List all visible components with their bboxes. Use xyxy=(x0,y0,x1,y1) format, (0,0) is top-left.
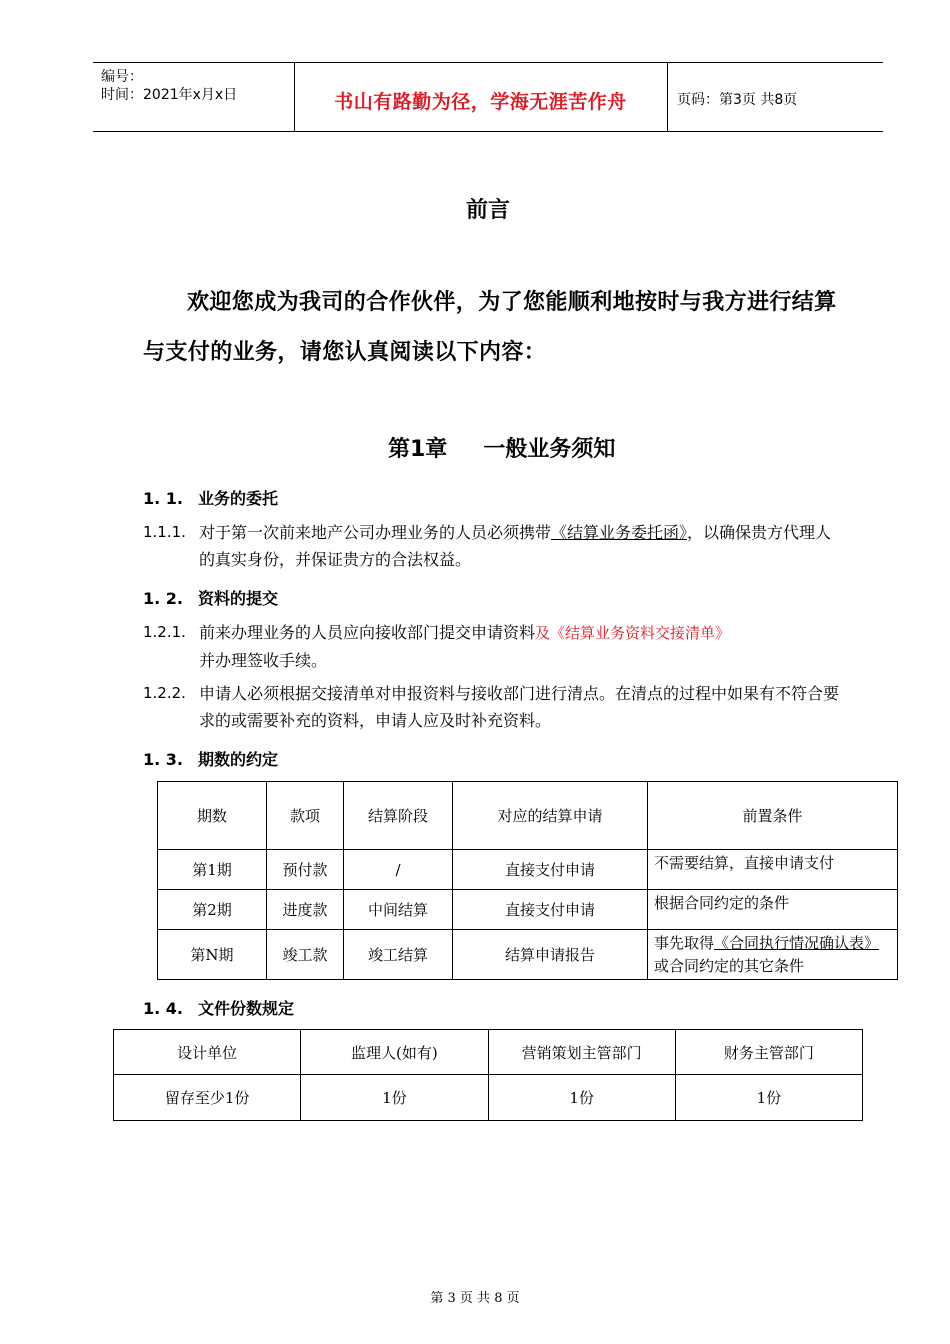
header-meta-cell xyxy=(93,63,295,131)
clause xyxy=(143,619,843,674)
section-title: 业务的委托 xyxy=(198,489,279,508)
table-cell: 不需要结算，直接申请支付 xyxy=(648,850,898,890)
table-header-cell: 款项 xyxy=(267,782,344,850)
table-cell: 第N期 xyxy=(158,930,267,980)
clause-number: 1.2.1. xyxy=(143,623,186,641)
table-row xyxy=(158,930,898,980)
table-header-cell: 财务主管部门 xyxy=(675,1030,862,1075)
page-header xyxy=(93,62,883,132)
table-header-row xyxy=(114,1030,863,1075)
table-cell: 竣工款 xyxy=(267,930,344,980)
clause-text: 对于第一次前来地产公司办理业务的人员必须携带《结算业务委托函》，以确保贵方代理人的真实身份，并保证贵方的合法权益。 xyxy=(199,523,832,569)
section-number: 1. 3. xyxy=(143,750,183,769)
preface-title: 前言 xyxy=(465,198,510,223)
table-header-cell: 结算阶段 xyxy=(344,782,453,850)
section-number: 1. 2. xyxy=(143,589,183,608)
document-link: 《结算业务委托函》 xyxy=(551,523,688,542)
table-cell: 结算申请报告 xyxy=(453,930,648,980)
section-title: 期数的约定 xyxy=(198,750,279,769)
table-header-cell: 监理人(如有) xyxy=(301,1030,488,1075)
table-header-cell: 营销策划主管部门 xyxy=(488,1030,675,1075)
table-cell: 进度款 xyxy=(267,890,344,930)
section-number: 1. 4. xyxy=(143,999,183,1018)
header-page-cell xyxy=(668,63,883,131)
table-cell: 事先取得《合同执行情况确认表》或合同约定的其它条件 xyxy=(648,930,898,980)
table-header-cell: 期数 xyxy=(158,782,267,850)
table-header-row xyxy=(158,782,898,850)
header-page-number: 页码：第3页 共8页 xyxy=(677,92,798,108)
table-cell: 1份 xyxy=(488,1075,675,1121)
intro-paragraph: 欢迎您成为我司的合作伙伴，为了您能顺利地按时与我方进行结算与支付的业务，请您认真阅读以下内容： xyxy=(143,290,837,365)
section-heading xyxy=(143,486,278,509)
table-cell: 直接支付申请 xyxy=(453,850,648,890)
clause-text: 申请人必须根据交接清单对申报资料与接收部门进行清点。在清点的过程中如果有不符合要求的或需要补充的资料，申请人应及时补充资料。 xyxy=(199,684,840,730)
table-cell: 根据合同约定的条件 xyxy=(648,890,898,930)
page-footer: 第 3 页 共 8 页 xyxy=(430,1291,520,1306)
header-motto-cell xyxy=(294,63,668,131)
clause xyxy=(143,519,843,573)
section-title: 资料的提交 xyxy=(198,589,279,608)
table-cell: 1份 xyxy=(301,1075,488,1121)
copies-table xyxy=(113,1029,863,1121)
clause xyxy=(143,680,843,734)
table-row xyxy=(158,850,898,890)
clause-number: 1.1.1. xyxy=(143,523,186,541)
section-heading xyxy=(143,996,294,1019)
table-cell: 中间结算 xyxy=(344,890,453,930)
table-header-cell: 设计单位 xyxy=(114,1030,301,1075)
table-cell: 第1期 xyxy=(158,850,267,890)
section-title: 文件份数规定 xyxy=(198,999,295,1018)
chapter-number: 第1章 xyxy=(388,437,448,462)
table-header-cell: 对应的结算申请 xyxy=(453,782,648,850)
table-header-cell: 前置条件 xyxy=(648,782,898,850)
header-motto: 书山有路勤为径，学海无涯苦作舟 xyxy=(334,91,627,113)
table-cell: 直接支付申请 xyxy=(453,890,648,930)
section-heading xyxy=(143,747,278,770)
chapter-heading xyxy=(388,432,615,463)
clause-text: 前来办理业务的人员应向接收部门提交申请资料及《结算业务资料交接清单》 并办理签收手续。 xyxy=(199,623,731,670)
highlighted-text: 及《结算业务资料交接清单》 xyxy=(535,624,731,642)
section-number: 1. 1. xyxy=(143,489,183,508)
table-row xyxy=(158,890,898,930)
clause-number: 1.2.2. xyxy=(143,684,186,702)
table-cell: 留存至少1份 xyxy=(114,1075,301,1121)
table-cell: 第2期 xyxy=(158,890,267,930)
header-code: 编号： xyxy=(101,69,143,85)
chapter-name: 一般业务须知 xyxy=(483,437,616,462)
table-row xyxy=(114,1075,863,1121)
table-cell: 预付款 xyxy=(267,850,344,890)
section-heading xyxy=(143,586,278,609)
periods-table xyxy=(157,781,898,980)
header-time: 时间：2021年x月x日 xyxy=(101,87,238,103)
document-link: 《合同执行情况确认表》 xyxy=(714,934,880,952)
table-cell: 竣工结算 xyxy=(344,930,453,980)
table-cell: / xyxy=(344,850,453,890)
table-cell: 1份 xyxy=(675,1075,862,1121)
